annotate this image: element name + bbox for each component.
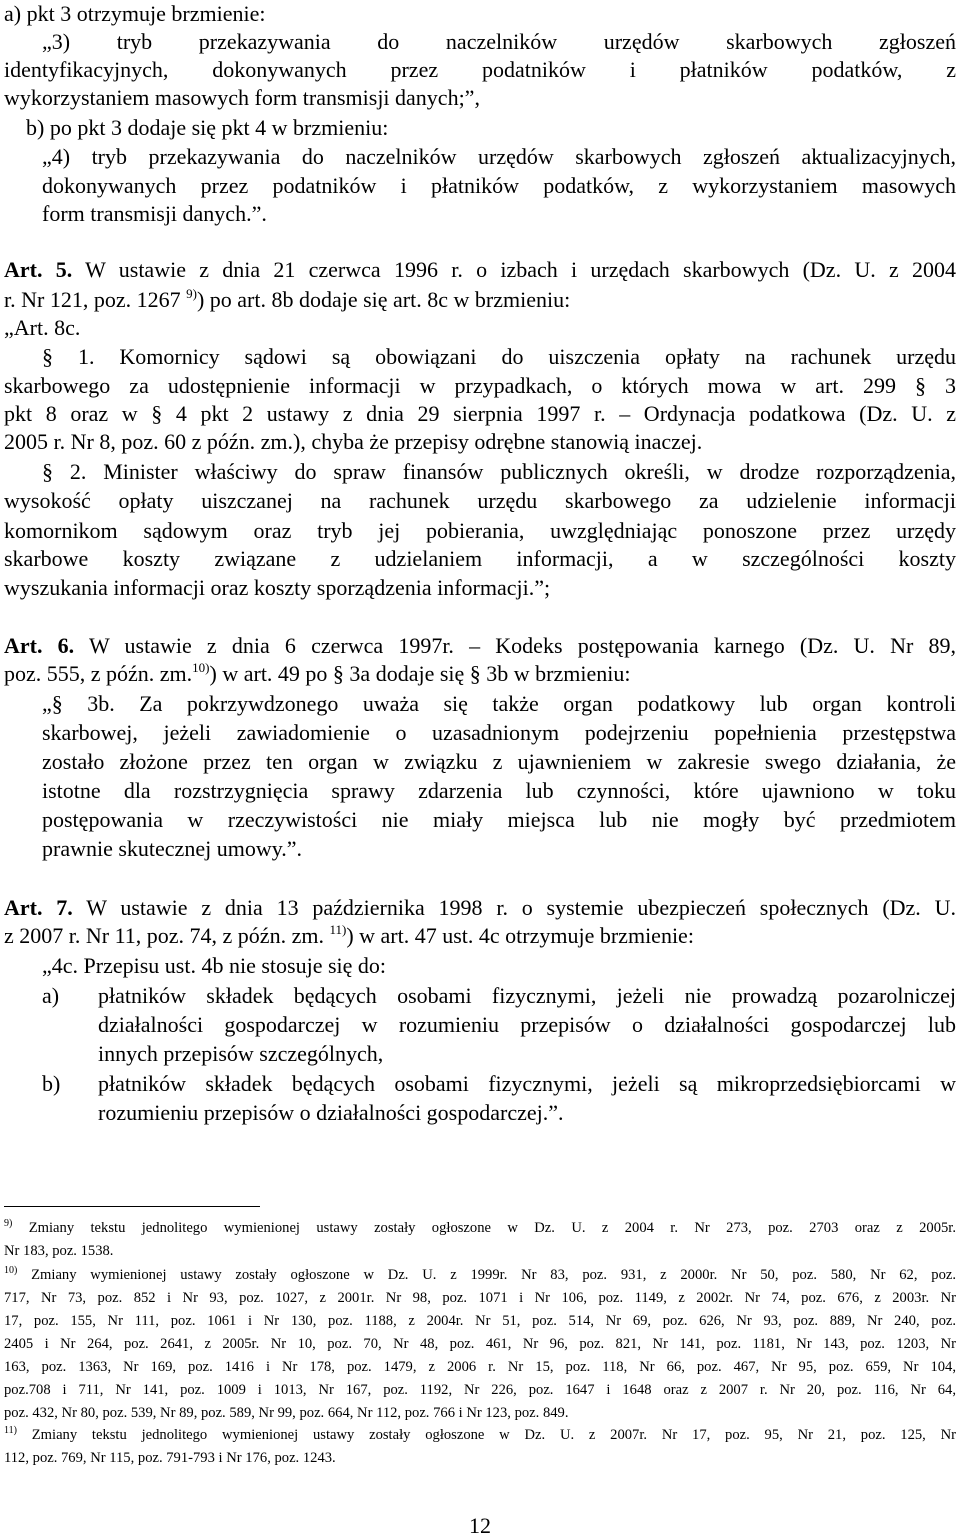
article-label: Art. 5. [4, 257, 73, 282]
art6-line6: istotne dla rozstrzygnięcia sprawy zdarzenia lub czynności, które ujawniono w toku [42, 778, 956, 803]
footnote-10-line3: 17, poz. 155, Nr 111, poz. 1061 i Nr 130, poz. 1188, z 2004r. Nr 51, poz. 514, Nr 69, poz. 626, Nr 93, poz. 889, Nr 240, poz. [4, 1313, 956, 1329]
art5-line2: r. Nr 121, poz. 1267 $^{9)}$) po art. 8b dodaje się art. 8c w brzmieniu: [4, 286, 571, 312]
art5-p2-line2: wysokość opłaty uiszczanej na rachunek urzędu skarbowego za udzielenie informacji [4, 488, 956, 513]
text-line: form transmisji danych.”. [42, 201, 267, 226]
art6-line8: prawnie skutecznej umowy.”. [42, 836, 303, 861]
footnote-ref: 9) [186, 286, 197, 301]
footnote-11-line2: 112, poz. 769, Nr 115, poz. 791-793 i Nr 176, poz. 1243. [4, 1450, 336, 1466]
footnote-10-line4: 2405 i Nr 264, poz. 2641, z 2005r. Nr 10, poz. 70, Nr 48, poz. 461, Nr 96, poz. 821, Nr 141, poz. 1181, Nr 143, poz. 1203, Nr [4, 1336, 956, 1352]
text-line: wykorzystaniem masowych form transmisji danych;”, [4, 85, 480, 110]
art6-line3: „§ 3b. Za pokrzywdzonego uważa się także organ podatkowy lub organ kontroli [42, 691, 957, 716]
text-line: „3) tryb przekazywania do naczelników urzędów skarbowych zgłoszeń [42, 29, 956, 54]
footnote-separator [4, 1206, 260, 1207]
footnote-ref: 10) [192, 660, 210, 675]
art6-line7: postępowania w rzeczywistości nie miały miejsca lub nie mogły być przedmiotem [42, 807, 956, 832]
footnote-9: $^{9)}$ Zmiany tekstu jednolitego wymienionej ustawy zostały ogłoszone w Dz. U. z 2004 r. Nr 273, poz. 2703 oraz z 2005r. [4, 1218, 956, 1236]
article-label: Art. 7. [4, 895, 73, 920]
art5-p1-line4: 2005 r. Nr 8, poz. 60 z późn. zm.), chyba że przepisy odrębne stanowią inaczej. [4, 429, 703, 454]
footnote-10-line7: poz. 432, Nr 80, poz. 539, Nr 89, poz. 589, Nr 99, poz. 664, Nr 112, poz. 766 i Nr 123, poz. 849. [4, 1405, 569, 1421]
art7-b-line2: rozumieniu przepisów o działalności gospodarczej.”. [98, 1100, 564, 1125]
art6-line2: poz. 555, z późn. zm.$^{10)}$) w art. 49 po § 3a dodaje się § 3b w brzmieniu: [4, 660, 631, 686]
paragraph-number: § 1. [42, 344, 95, 369]
footnote-ref: 11) [329, 922, 347, 937]
art5-p2-line3: komornikom sądowym oraz tryb jej pobierania, uwzględniając ponoszone przez urzędy [4, 518, 956, 543]
art7-a-line3: innych przepisów szczególnych, [98, 1041, 384, 1066]
footnote-9-line2: Nr 183, poz. 1538. [4, 1243, 114, 1259]
footnote-10-line5: 163, poz. 1363, Nr 169, poz. 1416 i Nr 178, poz. 1479, z 2006 r. Nr 15, poz. 118, Nr 66, poz. 467, Nr 95, poz. 659, Nr 104, [4, 1359, 956, 1375]
footnote-number: 10) [4, 1265, 18, 1276]
art7-line3: „4c. Przepisu ust. 4b nie stosuje się do: [42, 953, 387, 978]
art6-line5: zostało złożone przez ten organ w związku z ujawnieniem w zakresie swego działania, że [42, 749, 956, 774]
footnote-10-line6: poz.708 i 711, Nr 141, poz. 1009 i 1013, Nr 167, poz. 1192, Nr 226, poz. 1647 i 1648 oraz z 2007 r. Nr 20, poz. 116, Nr 64, [4, 1382, 956, 1398]
art5-p2-line5: wyszukania informacji oraz koszty sporządzenia informacji.”; [4, 575, 551, 600]
text-line: identyfikacyjnych, dokonywanych przez podatników i płatników podatków, z [4, 57, 956, 82]
paragraph-number: „§ 3b. [42, 691, 115, 716]
text-line: a) pkt 3 otrzymuje brzmienie: [4, 1, 266, 26]
footnote-11: $^{11)}$ Zmiany tekstu jednolitego wymienionej ustawy zostały ogłoszone w Dz. U. z 2007r. Nr 17, poz. 95, Nr 21, poz. 125, Nr [4, 1425, 956, 1443]
footnote-number: 11) [4, 1425, 17, 1436]
art6-line4: skarbowej, jeżeli zawiadomienie o uzasadnionym podejrzeniu popełnienia przestępstwa [42, 720, 956, 745]
art7-line1: Art. 7. W ustawie z dnia 13 października 1998 r. o systemie ubezpieczeń społecznych (Dz. U. [4, 895, 956, 920]
footnote-number: 9) [4, 1218, 13, 1229]
text-line: dokonywanych przez podatników i płatników podatków, z wykorzystaniem masowych [42, 173, 956, 198]
text-line: „4) tryb przekazywania do naczelników urzędów skarbowych zgłoszeń aktualizacyjnych, [42, 144, 956, 169]
footnote-10-line2: 717, Nr 73, poz. 852 i Nr 93, poz. 1027, z 2001r. Nr 98, poz. 1071 i Nr 106, poz. 1149, z 2002r. Nr 74, poz. 676, z 2003r. Nr [4, 1290, 956, 1306]
list-marker: b) [42, 1071, 61, 1096]
art6-line1: Art. 6. W ustawie z dnia 6 czerwca 1997r. – Kodeks postępowania karnego (Dz. U. Nr 89, [4, 633, 957, 658]
paragraph-number: § 2. [42, 459, 87, 484]
art5-line3: „Art. 8c. [4, 315, 81, 340]
footnote-10: $^{10)}$ Zmiany wymienionej ustawy zostały ogłoszone w Dz. U. z 1999r. Nr 83, poz. 931, z 2000r. Nr 50, poz. 580, Nr 62, poz. [4, 1265, 956, 1283]
art5-p2-line4: skarbowe koszty związane z udzielaniem informacji, a w szczególności koszty [4, 546, 956, 571]
art7-a-line1: płatników składek będących osobami fizycznymi, jeżeli nie prowadzą pozarolniczej [98, 983, 956, 1008]
art7-b-line1: płatników składek będących osobami fizycznymi, jeżeli są mikroprzedsiębiorcami w [98, 1071, 956, 1096]
art7-line2: z 2007 r. Nr 11, poz. 74, z późn. zm. $^{11)}$) w art. 47 ust. 4c otrzymuje brzmienie: [4, 922, 694, 948]
art5-p1-line1: § 1. Komornicy sądowi są obowiązani do uiszczenia opłaty na rachunek urzędu [42, 344, 957, 369]
art5-p2-line1: § 2. Minister właściwy do spraw finansów publicznych określi, w drodze rozporządzenia, [42, 459, 957, 484]
text-line: b) po pkt 3 dodaje się pkt 4 w brzmieniu: [26, 115, 389, 140]
art5-line1: Art. 5. W ustawie z dnia 21 czerwca 1996 r. o izbach i urzędach skarbowych (Dz. U. z 2004 [4, 257, 957, 282]
list-marker: a) [42, 983, 60, 1008]
art5-p1-line2: skarbowego za udostępnienie informacji w przypadkach, o których mowa w art. 299 § 3 [4, 373, 956, 398]
article-label: Art. 6. [4, 633, 75, 658]
page-number: 12 [469, 1513, 491, 1538]
art5-p1-line3: pkt 8 oraz w § 4 pkt 2 ustawy z dnia 29 sierpnia 1997 r. – Ordynacja podatkowa (Dz. U. z [4, 401, 956, 426]
art7-a-line2: działalności gospodarczej w rozumieniu przepisów o działalności gospodarczej lub [98, 1012, 956, 1037]
